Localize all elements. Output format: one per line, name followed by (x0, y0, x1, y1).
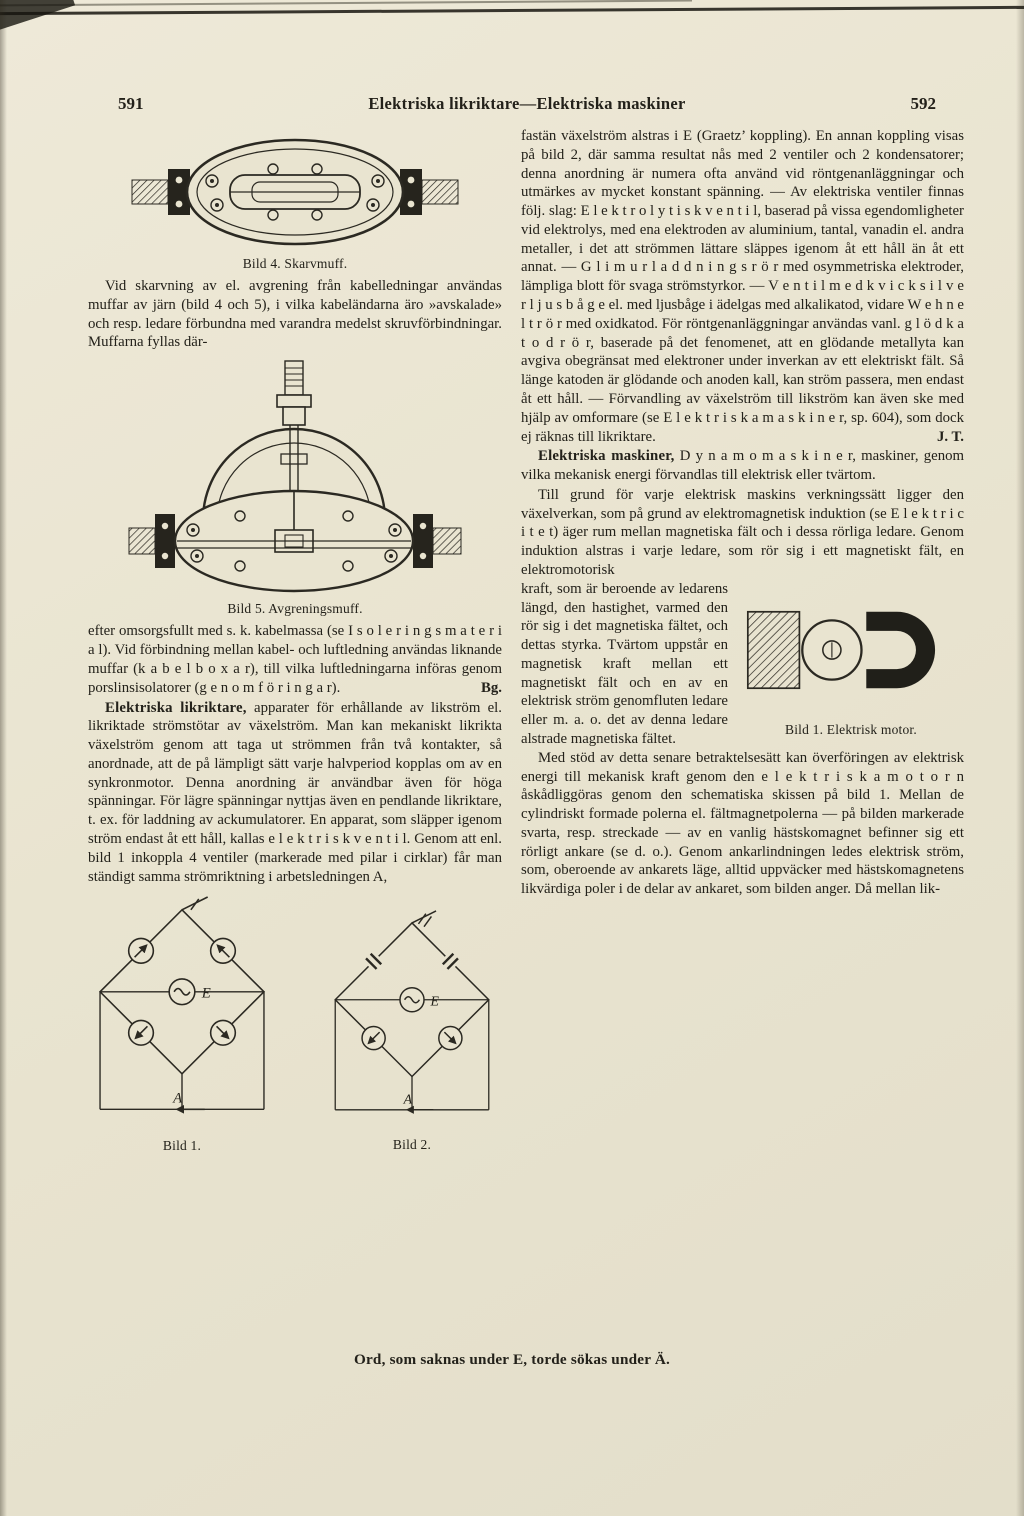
page-number-right: 592 (910, 94, 936, 113)
load-label: A (173, 1090, 183, 1107)
figure-circuit-1 (88, 896, 276, 1154)
threaded-stem (285, 361, 303, 395)
scan-artifact-corner (0, 0, 75, 33)
source-label: E (430, 994, 439, 1010)
figure-caption: Bild 4. Skarvmuff. (242, 256, 348, 271)
source-label: E (201, 986, 211, 1003)
figure-caption: Bild 1. Elektrisk motor. (785, 721, 917, 737)
paragraph-skarvning: Vid skarvning av el. avgrening från kabelledningar användas muffar av järn (bild 4 och 5), i vilka kabeländarna äro »avskalade» och resp. ledare förbundna med varandra medelst skruvförbindningar. Muffarna fyllas där- (88, 278, 502, 351)
entry-word: Elektriska maskiner, (538, 448, 675, 465)
horseshoe-magnet (866, 612, 935, 688)
scan-artifact-top-edge-light (0, 0, 692, 6)
scan-artifact-left-shadow (0, 0, 7, 1516)
figure-circuit-2 (324, 910, 500, 1153)
paragraph-text: fastän växelström alstras i E (Graetz’ koppling). En annan koppling visas på bild 2, där samma resultat nås med 2 ventiler och 2 kondensatorer; denna anordning är numera ofta använd vid röntgenanläggningar och utmärkes av mycket konstant spänning. — Av elektriska ventiler finnas följ. slag: E l e k t r o l y t i s k v e n t i l, baserad på vissa egendomligheter vid elektrolys, med ena elektroden av aluminium, tantal, vanadin el. andra metaller, i det att strömmen lättare släppes igenom åt ett håll än åt ett annat. — G l i m u r l a d d n i n g s r ö r med osymmetriska elektroder, lämpliga blott för svaga strömstyrkor. — V e n t i l m e d k v i c k s i l v e r l j u s b å g e el. med ljusbåge i ädelgas med alkalikatod, vidare W e h n e l t r ö r med oxidkatod. För röntgenanläggningar användas vanl. g l ö d k a t o d r ö r, baserade på det fenomenet, att en glödande metallyta kan avgiva obegränsat med elektroner under inverkan av ett elektriskt fält. Så länge katoden är glödande och anoden kall, kan ström passera, men endast åt ett håll. — Förvandling av växelström till likström kan även ske med hjälp av omformare (se E l e k t r i s k a m a s k i n e r, sp. 604), som dock ej räknas till likriktare. (521, 128, 964, 445)
figure-skarvmuff (88, 133, 502, 272)
cable-left (129, 528, 155, 554)
paragraph-kabelmassa (88, 622, 502, 697)
scan-artifact-right-shadow (1016, 0, 1024, 1516)
paragraph-with-motor-figure (521, 580, 964, 749)
cable-left (132, 180, 168, 204)
electric-motor-drawing (744, 583, 958, 717)
paragraph-motor: Med stöd av detta senare betraktelsesätt kan överföringen av elektrisk energi till mekanisk kraft genom den e l e k t r i s k a m o t o r n åskådliggöras genom den schematiska skissen på bild 1. Mellan de cylindriskt formade polerna el. fältmagnetpolerna — på bilden markerade svarta, resp. streckade — av en vanlig hästskomagnet befinner sig ett rörligt ankare (se d. o.). Genom ankarlindningen ledes elektrisk ström, som, oberoende av ankarets läge, alltid uppväcker med hästskomagnetens likvärdiga poler i de delar av ankaret, som bilden anger. Då mellan lik- (521, 749, 964, 898)
hatched-pole (748, 612, 800, 688)
paragraph-kraft: kraft, som är beroende av ledarens längd, den hastighet, varmed den rör sig i det magnetiska fältet, och dettas styrka. Tvärtom uppstår en magnetisk kraft mellan ett magnetiskt fält och en av en elektrisk ström genomfluten ledare eller m. a. o. det av denna ledare alstrade magnetiska fältet. (521, 580, 728, 747)
figure-caption: Bild 2. (392, 1137, 432, 1153)
paragraph-graetz (521, 127, 964, 446)
cross-reference-note: Ord, som saknas under E, torde sökas under Ä. (353, 1351, 671, 1368)
scan-artifact-top-edge (0, 6, 1024, 15)
rectifier-circuit-figures (88, 886, 502, 1154)
load-label: A (403, 1092, 413, 1108)
paragraph-likriktare (88, 699, 502, 887)
valve-capacitor-rectifier-diagram (324, 910, 500, 1132)
author-signature: J. T. (937, 428, 964, 445)
cable-right (422, 180, 458, 204)
skarvmuff-drawing (130, 133, 460, 251)
two-column-body (88, 127, 964, 1154)
cable-right (433, 528, 461, 554)
page-footer (0, 1351, 1024, 1369)
article-title: Elektriska likriktare—Elektriska maskiner (368, 94, 686, 113)
avgreningsmuff-drawing (125, 358, 465, 596)
paragraph-maskiner (521, 447, 964, 485)
figure-caption: Bild 5. Avgreningsmuff. (227, 601, 363, 617)
figure-avgreningsmuff (88, 358, 502, 617)
page-number-left: 591 (118, 94, 144, 113)
left-column (88, 127, 502, 1154)
entry-word: Elektriska likriktare, (105, 699, 247, 716)
flange-left (155, 514, 175, 568)
author-signature: Bg. (481, 679, 502, 696)
paragraph-text: apparater för erhållande av likström el. likriktade strömstötar av växelström. Man kan mekaniskt likrikta växelström genom att taga ut strömmen från två kontakter, så anordnade, att de på lämpligt sätt varje halvperiod kopplas om av en synkronmotor. Denna anordning är användbar även för höga spänningar. För lägre spänningar nyttjas även en pendlande likriktare, t. ex. för laddning av ackumulatorer. En apparat, som släpper igenom ström endast åt ett håll, kallas e l e k t r i s k v e n t i l. Genom att enl. bild 1 inkoppla 4 ventiler (markerade med pilar i cirklar) får man ständigt samma strömriktning i arbetsledningen A, (88, 699, 502, 885)
figure-electric-motor (738, 583, 964, 738)
bridge-rectifier-diagram (88, 896, 276, 1133)
paragraph-text: D y n a m o m a s k i n e r, maskiner, genom vilka mekanisk energi förvandlas till elektrisk eller tvärtom. (521, 448, 965, 484)
flange-right (413, 514, 433, 568)
figure-caption: Bild 1. (162, 1138, 202, 1154)
paragraph-induktion: Till grund för varje elektrisk maskins verkningssätt ligger den växelverkan, som på grund av elektromagnetisk induktion (se E l e k t r i c i t e t) äger rum mellan magnetiska fält och i dessa rörliga ledare. Genom induktion alstras i varje ledare, som rör sig i ett magnetiskt fält, en elektromotorisk (521, 486, 964, 578)
page-header (90, 94, 964, 114)
right-column (521, 127, 964, 1154)
paragraph-text: efter omsorgsfullt med s. k. kabelmassa (se I s o l e r i n g s m a t e r i a l). Vid förbindning mellan kabel- och luftledning användas liknande muffar (k a b e l b o x a r), till vilka luftledningarna införas genom porslinsisolatorer (g e n o m f ö r i n g a r). (88, 623, 502, 696)
